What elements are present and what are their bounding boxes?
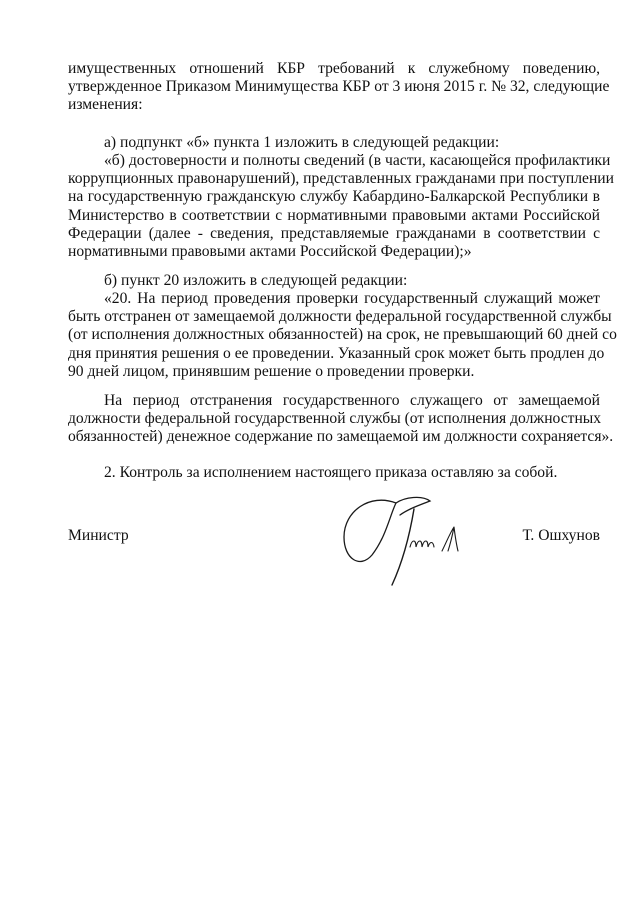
item-a-text — [68, 152, 614, 261]
text-line: «б) достоверности и полноты сведений (в части, касающейся профилактики — [104, 152, 611, 169]
text-line: нормативными правовыми актами Российской Федерации);» — [68, 243, 472, 261]
text-line: коррупционных правонарушений), представленных гражданами при поступлении — [68, 170, 614, 188]
text-line: дня принятия решения о ее проведении. Указанный срок может быть продлен до — [68, 344, 605, 362]
text-line: обязанностей) денежное содержание по замещаемой им должности сохраняется». — [68, 428, 614, 446]
item-b-text-continuation — [68, 392, 614, 447]
text-line: (от исполнения должностных обязанностей) на срок, не превышающий 60 дней со — [68, 326, 617, 344]
text-line: 90 дней лицом, принявшим решение о проведении проверки. — [68, 362, 475, 380]
text-line: Министерство в соответствии с нормативными правовыми актами Российской — [68, 206, 600, 224]
signatory-title: Министр — [68, 527, 129, 544]
text-line: «20. На период проведения проверки государственный служащий может — [104, 290, 600, 307]
item-b-heading: б) пункт 20 изложить в следующей редакции: — [104, 272, 408, 289]
signatory-name: Т. Ошхунов — [522, 527, 600, 544]
item-a-heading: а) подпункт «б» пункта 1 изложить в следующей редакции: — [104, 134, 500, 151]
text-line: на государственную гражданскую службу Кабардино-Балкарской Республики в — [68, 188, 600, 206]
text-line: Федерации (далее - сведения, представляемые гражданами в соответствии с — [68, 224, 600, 242]
text-line: На период отстранения государственного служащего от замещаемой — [104, 392, 600, 409]
item-b-text — [68, 290, 617, 381]
intro-paragraph — [68, 60, 610, 115]
text-line: имущественных отношений КБР требований к служебному поведению, — [68, 60, 600, 77]
text-line: утвержденное Приказом Минимущества КБР от 3 июня 2015 г. № 32, следующие — [68, 78, 610, 96]
point-2: 2. Контроль за исполнением настоящего приказа оставляю за собой. — [104, 464, 558, 481]
text-line: должности федеральной государственной службы (от исполнения должностных — [68, 410, 602, 428]
text-line: изменения: — [68, 96, 143, 114]
text-line: быть отстранен от замещаемой должности федеральной государственной службы — [68, 308, 612, 326]
signature-block — [68, 527, 600, 549]
